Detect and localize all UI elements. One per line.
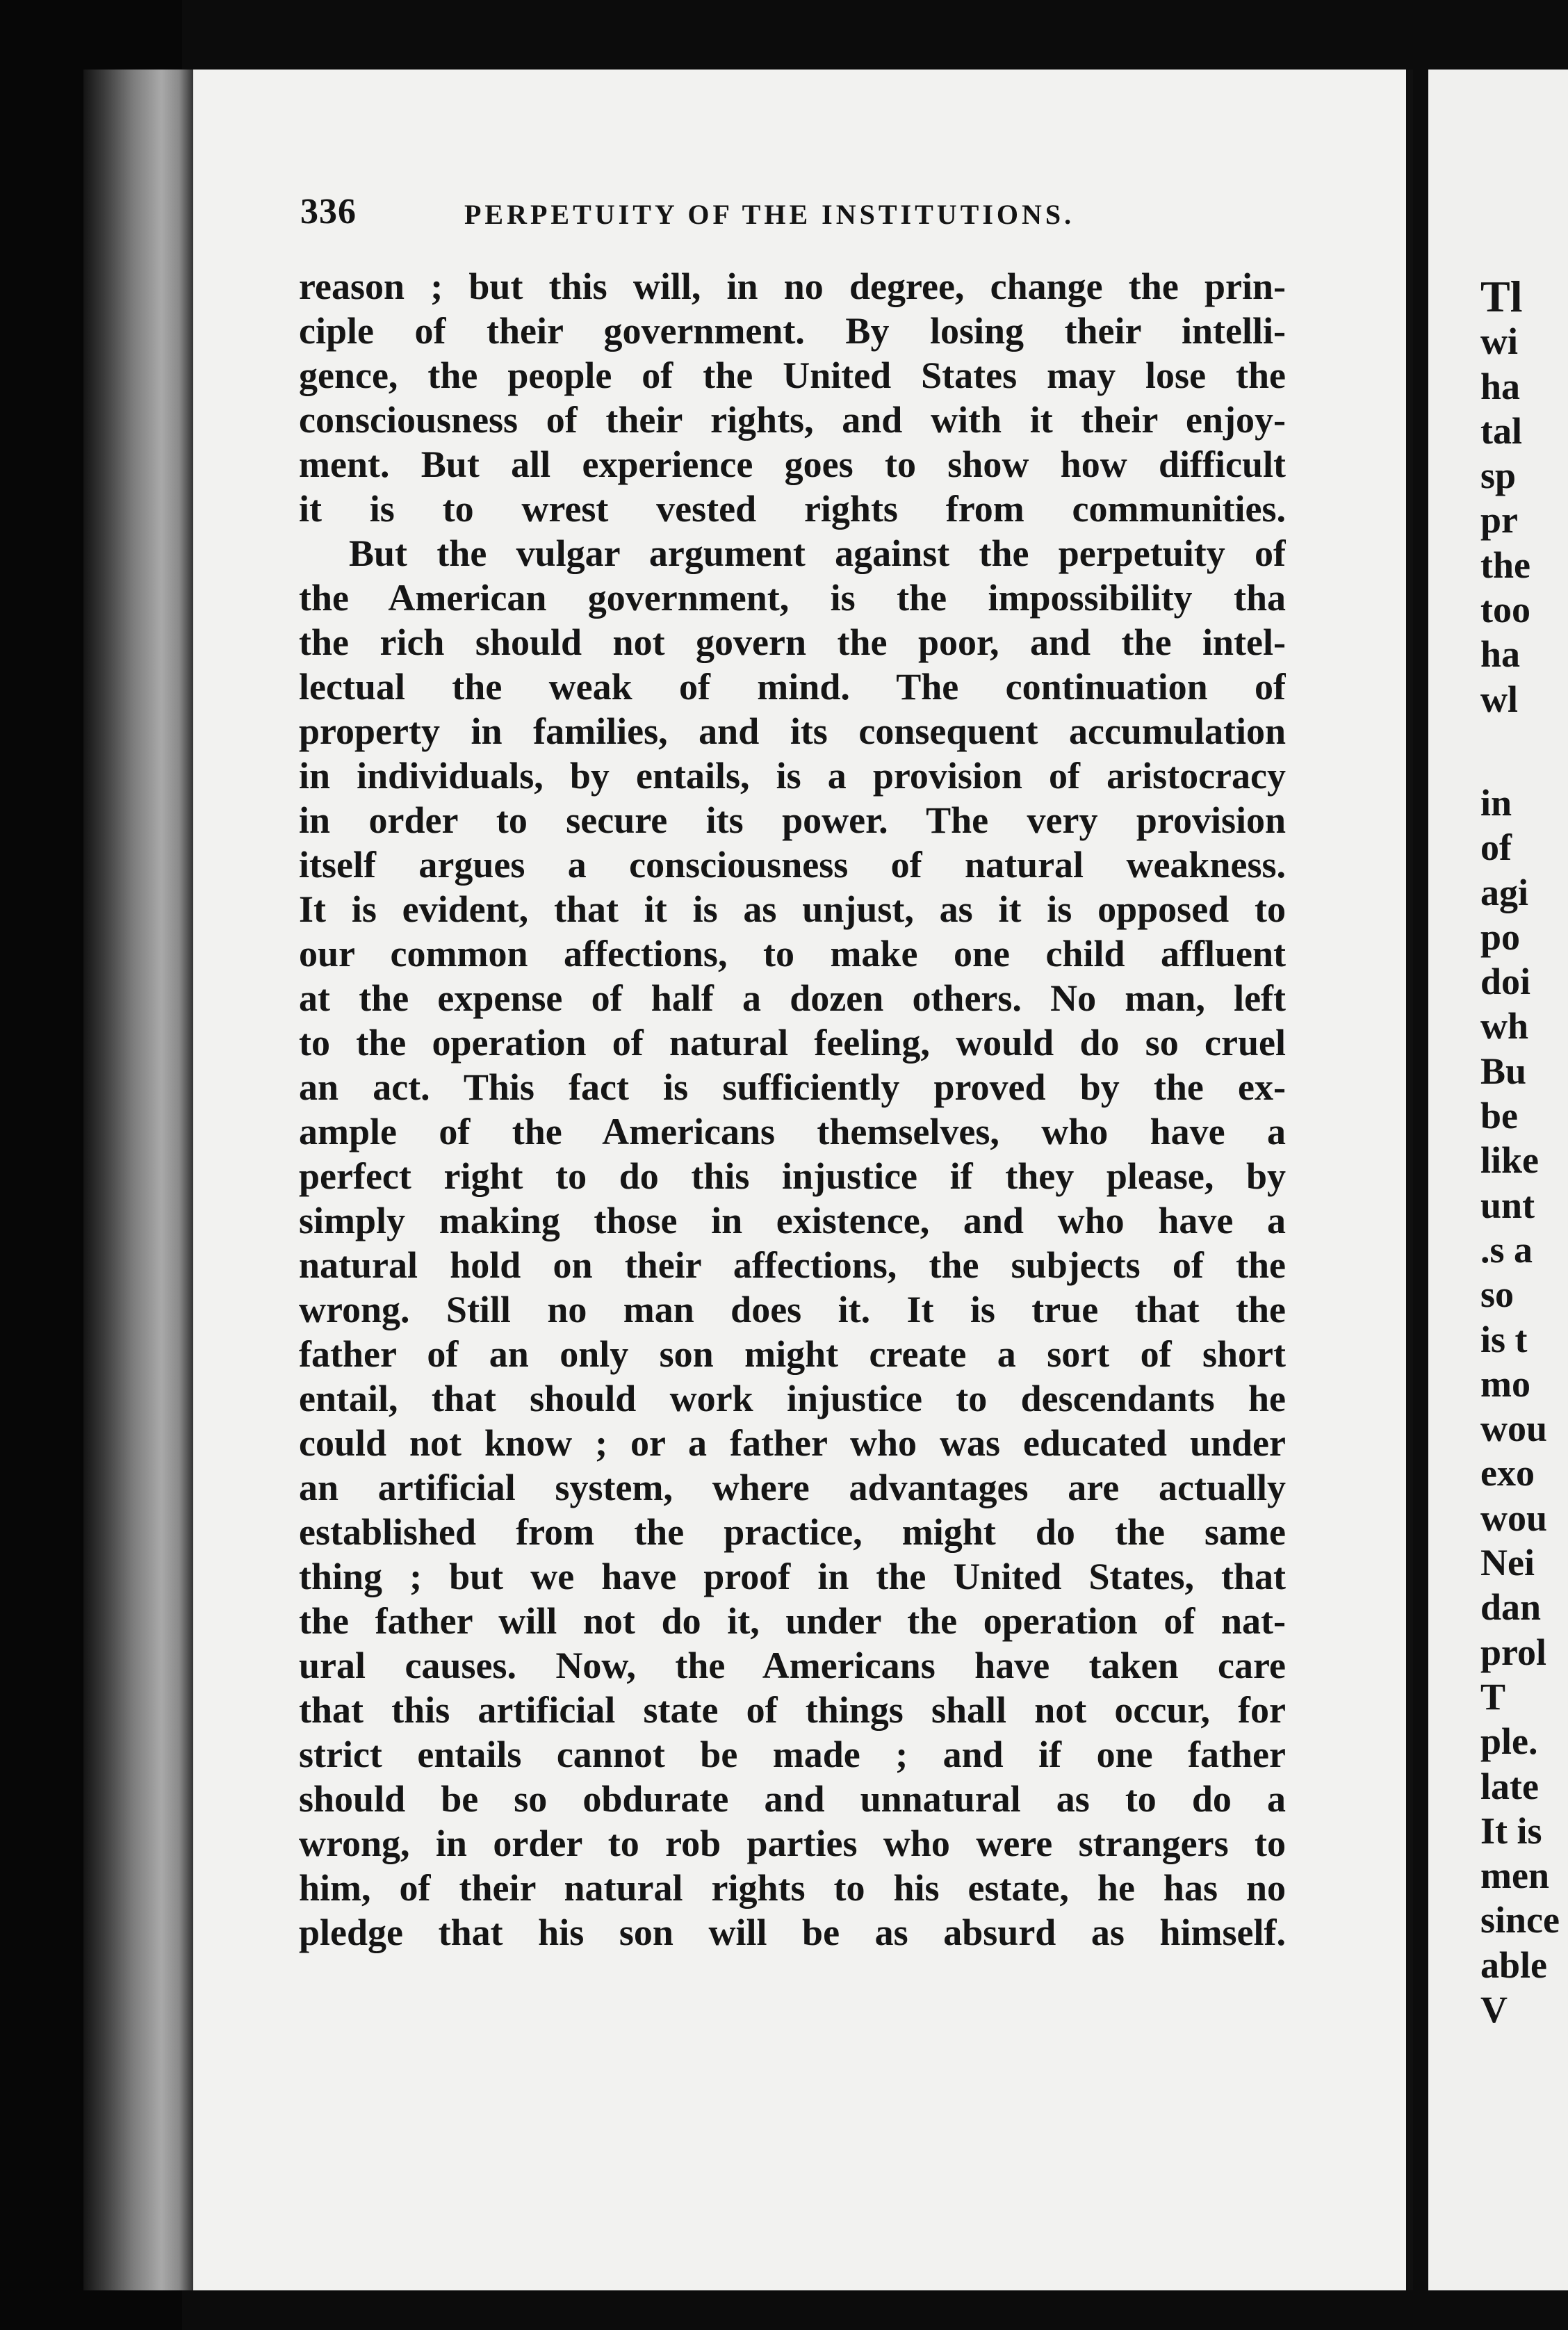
text-line: it is to wrest vested rights from communities. [299, 488, 1286, 530]
facing-page-fragment: the [1480, 544, 1530, 586]
facing-page-fragment: dan [1480, 1586, 1542, 1629]
facing-page-fragment: sp [1480, 455, 1517, 497]
facing-page-fragment: too [1480, 589, 1530, 631]
facing-page-gap [1480, 722, 1568, 781]
facing-page-fragment: mo [1480, 1362, 1530, 1405]
text-line: father of an only son might create a sort of short [299, 1333, 1286, 1375]
text-line: the American government, is the impossibility tha [299, 577, 1286, 619]
text-line: could not know ; or a father who was educated under [299, 1422, 1286, 1464]
facing-page-fragment: Tl [1480, 272, 1523, 321]
page-number: 336 [300, 192, 357, 231]
facing-page-fragment: be [1480, 1095, 1518, 1137]
text-line: It is evident, that it is as unjust, as it is opposed to [299, 888, 1286, 930]
text-line: ural causes. Now, the Americans have taken care [299, 1645, 1286, 1686]
text-line: established from the practice, might do the same [299, 1511, 1286, 1553]
facing-page-fragment: wi [1480, 320, 1518, 363]
text-line: ciple of their government. By losing their intelli- [299, 310, 1286, 352]
facing-page-fragment: since [1480, 1899, 1560, 1941]
text-line: in individuals, by entails, is a provision of aristocracy [299, 755, 1286, 797]
text-line: in order to secure its power. The very provision [299, 799, 1286, 841]
running-head [300, 191, 1287, 247]
text-line: at the expense of half a dozen others. No man, left [299, 977, 1286, 1019]
text-line: simply making those in existence, and who have a [299, 1200, 1286, 1241]
facing-page-fragment: Nei [1480, 1542, 1535, 1584]
text-line: But the vulgar argument against the perpetuity of [349, 532, 1286, 574]
facing-page-fragment: unt [1480, 1184, 1535, 1226]
facing-page-fragment: po [1480, 915, 1521, 958]
text-line: gence, the people of the United States may lose the [299, 355, 1286, 396]
text-line: an act. This fact is sufficiently proved by the ex- [299, 1066, 1286, 1108]
text-line: natural hold on their affections, the subjects of the [299, 1244, 1286, 1286]
text-line: him, of their natural rights to his estate, he has no [299, 1867, 1286, 1909]
facing-page-fragment: late [1480, 1765, 1539, 1807]
facing-page-fragment: agi [1480, 871, 1529, 913]
facing-page-fragment: ha [1480, 633, 1521, 676]
facing-page-fragment: wl [1480, 678, 1518, 720]
facing-page-fragment: doi [1480, 961, 1531, 1003]
text-line: the rich should not govern the poor, and the intel- [299, 621, 1286, 663]
text-line: strict entails cannot be made ; and if one father [299, 1734, 1286, 1775]
facing-page-fragment: in [1480, 781, 1512, 824]
facing-page-fragment: ha [1480, 365, 1521, 407]
text-line: entail, that should work injustice to descendants he [299, 1378, 1286, 1419]
facing-page-fragment: Bu [1480, 1050, 1527, 1092]
facing-page-fragment: pr [1480, 499, 1518, 541]
text-line: the father will not do it, under the operation of nat- [299, 1600, 1286, 1642]
facing-page-text [1480, 272, 1568, 2032]
facing-page-fragment: able [1480, 1944, 1548, 1986]
facing-page-fragment: men [1480, 1855, 1549, 1897]
text-line: wrong. Still no man does it. It is true that the [299, 1289, 1286, 1330]
body-text [299, 264, 1286, 1955]
text-line: perfect right to do this injustice if they please, by [299, 1155, 1286, 1197]
facing-page-fragment: prol [1480, 1631, 1547, 1673]
text-line: property in families, and its consequent accumulation [299, 710, 1286, 752]
text-line: ample of the Americans themselves, who have a [299, 1111, 1286, 1152]
facing-page-fragment: .s a [1480, 1228, 1533, 1271]
text-line: wrong, in order to rob parties who were strangers to [299, 1823, 1286, 1864]
text-line: our common affections, to make one child affluent [299, 933, 1286, 975]
text-line: reason ; but this will, in no degree, change the prin- [299, 266, 1286, 307]
facing-page-fragment: It is [1480, 1809, 1542, 1852]
facing-page-fragment: is t [1480, 1318, 1528, 1360]
page-gutter-shadow [83, 70, 195, 2290]
facing-page-fragment: V [1480, 1988, 1508, 2030]
facing-page-fragment: tal [1480, 409, 1522, 452]
facing-page-fragment: wou [1480, 1497, 1548, 1539]
text-line: itself argues a consciousness of natural weakness. [299, 844, 1286, 886]
text-line: ment. But all experience goes to show how difficult [299, 443, 1286, 485]
facing-page-fragment: exo [1480, 1452, 1535, 1494]
text-line: thing ; but we have proof in the United States, that [299, 1556, 1286, 1597]
facing-page-fragment: so [1480, 1273, 1514, 1316]
facing-page-fragment: of [1480, 826, 1512, 869]
text-line: pledge that his son will be as absurd as himself. [299, 1912, 1286, 1953]
facing-page-fragment: wou [1480, 1408, 1548, 1450]
facing-page-fragment: like [1480, 1139, 1540, 1182]
facing-page-fragment: ple. [1480, 1720, 1538, 1763]
facing-page-fragment: wh [1480, 1005, 1529, 1048]
text-line: that this artificial state of things shall not occur, for [299, 1689, 1286, 1731]
text-line: should be so obdurate and unnatural as to do a [299, 1778, 1286, 1820]
running-head-title: PERPETUITY OF THE INSTITUTIONS. [464, 199, 1075, 230]
text-line: an artificial system, where advantages are actually [299, 1467, 1286, 1508]
facing-page-fragment: T [1480, 1675, 1506, 1718]
text-line: to the operation of natural feeling, would do so cruel [299, 1022, 1286, 1064]
text-line: consciousness of their rights, and with it their enjoy- [299, 399, 1286, 441]
text-line: lectual the weak of mind. The continuation of [299, 666, 1286, 708]
